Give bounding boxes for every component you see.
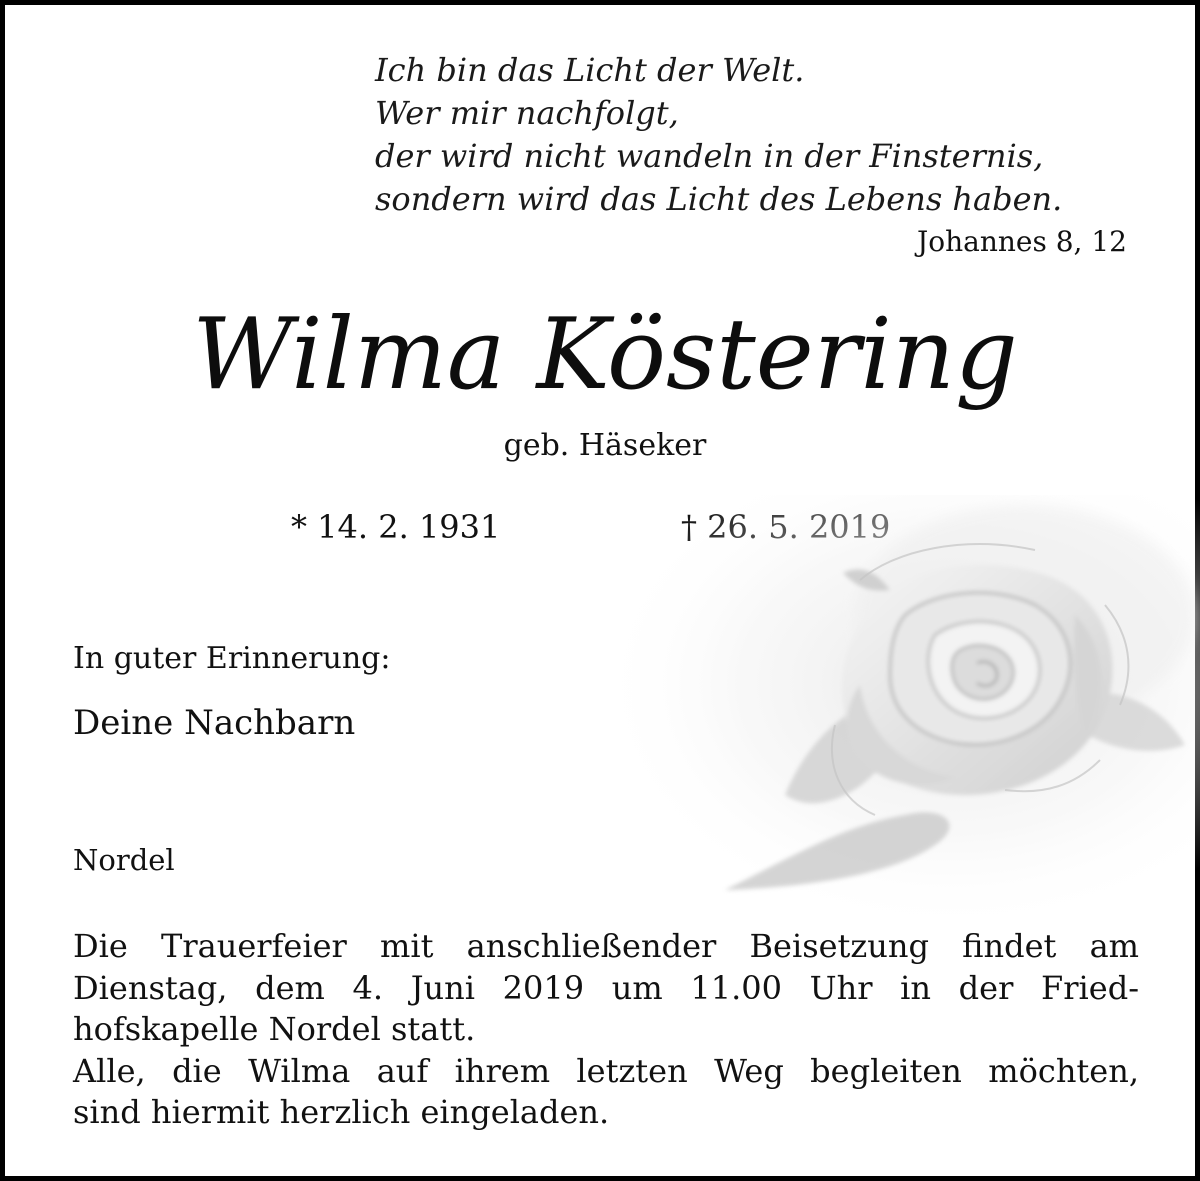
birth-date: * 14. 2. 1931 bbox=[291, 508, 501, 546]
notice-line: sind hiermit herzlich eingeladen. bbox=[73, 1093, 610, 1131]
verse-source: Johannes 8, 12 bbox=[917, 225, 1127, 258]
verse-line: der wird nicht wandeln in der Finsternis, bbox=[375, 137, 1044, 175]
notice-line: Alle, die Wilma auf ihrem letzten Weg begleiten möchten, bbox=[73, 1051, 1139, 1090]
deceased-name: Wilma Köstering bbox=[192, 298, 1018, 412]
bible-verse bbox=[375, 49, 1145, 221]
maiden-name: geb. Häseker bbox=[503, 428, 707, 463]
signature: Deine Nachbarn bbox=[73, 703, 356, 743]
notice-line: Die Trauerfeier mit anschließender Beisetzung findet am bbox=[73, 927, 1139, 965]
funeral-notice bbox=[73, 926, 1139, 1134]
place-name: Nordel bbox=[73, 843, 175, 877]
notice-line: hofskapelle Nordel statt. bbox=[73, 1010, 476, 1048]
verse-line: Wer mir nachfolgt, bbox=[375, 94, 679, 132]
notice-line: Dienstag, dem 4. Juni 2019 um 11.00 Uhr in der Fried- bbox=[73, 968, 1139, 1007]
memory-intro: In guter Erinnerung: bbox=[73, 641, 391, 676]
verse-line: Ich bin das Licht der Welt. bbox=[375, 51, 805, 89]
rose-illustration bbox=[605, 495, 1200, 915]
verse-line: sondern wird das Licht des Lebens haben. bbox=[375, 180, 1063, 218]
